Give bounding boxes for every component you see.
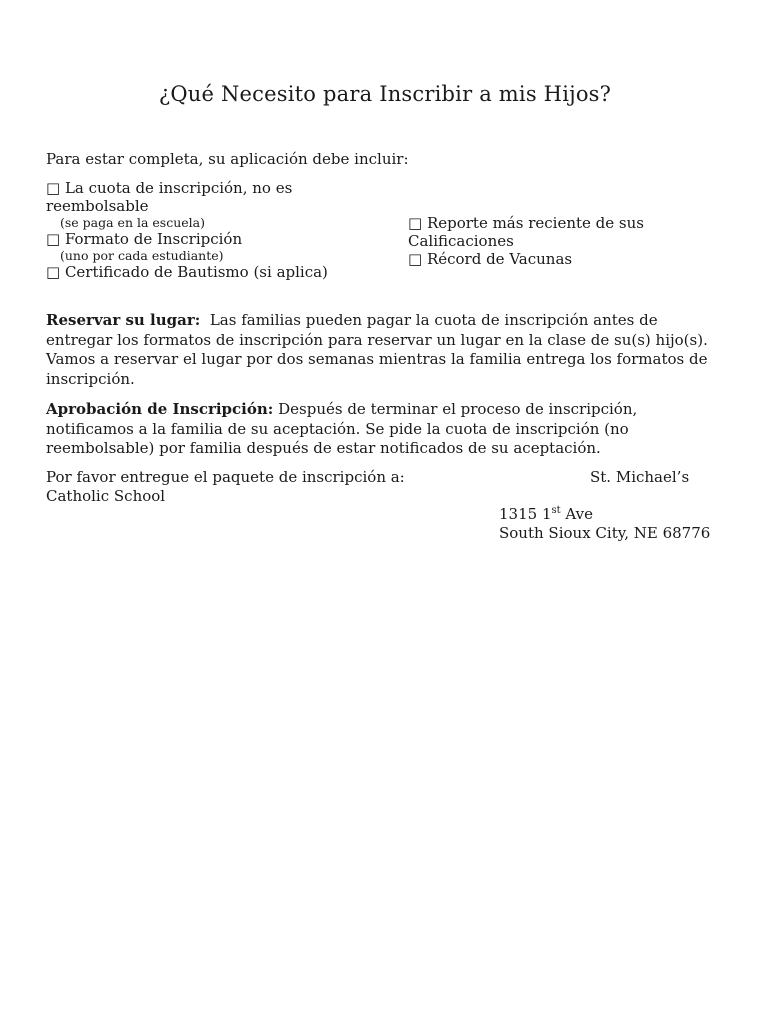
school-name-line1: St. Michael’s [590,468,690,486]
checklist-item-vaccines: □ Récord de Vacunas [408,250,573,268]
approval-heading: Aprobación de Inscripción: [46,400,274,418]
approval-body: Después de terminar el proceso de inscripción, notificamos a la familia de su aceptación. Se pide la cuota de inscripción (no reembolsable) por familia después de estar notificados de su aceptación. [46,400,638,457]
address-street-suffix: st [551,505,561,516]
reserve-body: Las familias pueden pagar la cuota de inscripción antes de entregar los formatos de inscripción para reservar un lugar en la clase de su(s) hijo(s). Vamos a reservar el lugar por dos semanas mientras la familia entrega los formatos de inscripción. [46,311,708,388]
approval-paragraph [46,400,726,459]
school-name-line2: Catholic School [46,487,166,505]
address-street-name: Ave [560,505,593,523]
reserve-paragraph [46,311,726,389]
address-street-number: 1315 1 [499,505,552,523]
reserve-heading: Reservar su lugar: [46,311,201,329]
deliver-block [46,468,726,506]
intro-text: Para estar completa, su aplicación debe incluir: [46,150,409,168]
checklist-right [408,214,728,268]
checklist-item-fee: □ La cuota de inscripción, no es reembolsable [46,179,293,215]
page-title: ¿Qué Necesito para Inscribir a mis Hijos? [158,82,612,106]
address-street [499,505,710,524]
checklist-item-report: □ Reporte más reciente de sus Calificaciones [408,214,644,250]
checklist-note-fee: (se paga en la escuela) [60,215,205,230]
school-address [499,505,710,543]
checklist-item-form: □ Formato de Inscripción [46,230,243,248]
checklist-item-baptism: □ Certificado de Bautismo (si aplica) [46,263,328,281]
checklist-left [46,179,366,281]
address-city: South Sioux City, NE 68776 [499,524,711,542]
checklist-note-form: (uno por cada estudiante) [60,248,224,263]
deliver-label: Por favor entregue el paquete de inscripción a: [46,468,405,486]
